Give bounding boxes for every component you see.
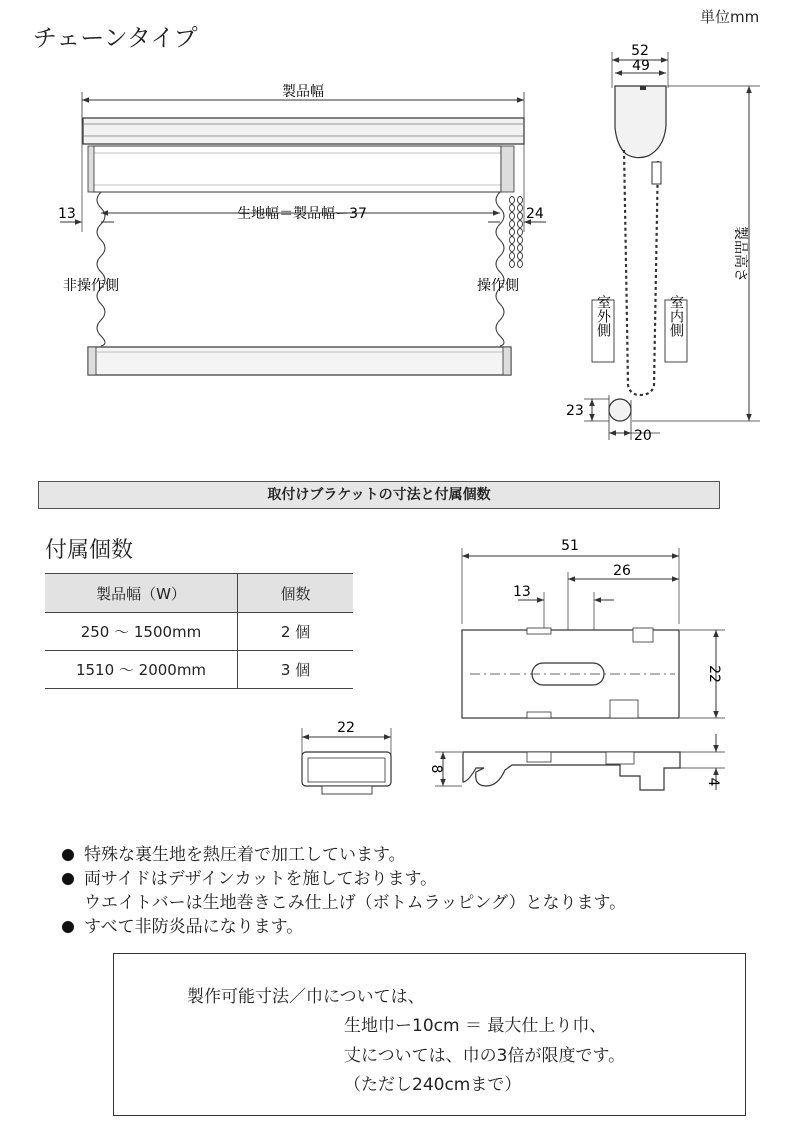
bracket-right-label: 26 xyxy=(613,563,631,579)
note-item xyxy=(62,840,406,865)
bottom-bar xyxy=(88,347,511,375)
non-operation-side-label: 非操作側 xyxy=(63,278,119,294)
table-cell: 3 個 xyxy=(238,651,354,689)
note-box-line-2: 生地巾ー10cm ＝ 最大仕上り巾、 xyxy=(344,1016,607,1036)
column-header-count: 個数 xyxy=(238,574,354,613)
chain-type-diagram xyxy=(0,0,800,470)
bullet-icon xyxy=(62,873,74,885)
accessory-heading: 付属個数 xyxy=(45,538,134,563)
fabric-edge-left xyxy=(97,192,105,346)
side-head-box xyxy=(615,86,666,158)
fabric-edge-right xyxy=(496,192,504,346)
bracket-hook-label: 4 xyxy=(705,777,721,787)
bullet-icon xyxy=(62,921,74,933)
indoor-side-label: 室内側 xyxy=(668,295,684,337)
right-offset-label: 24 xyxy=(526,206,544,222)
table-cell: 2 個 xyxy=(238,613,354,651)
product-width-label: 製品幅 xyxy=(282,84,324,100)
end-cap-left xyxy=(88,146,94,192)
note-text: すべて非防炎品になります。 xyxy=(84,917,304,937)
operation-side-label: 操作側 xyxy=(477,278,519,294)
clutch xyxy=(501,146,514,192)
side-chain xyxy=(624,150,658,395)
note-item xyxy=(62,912,303,937)
product-height-label: 製品高さ xyxy=(732,226,748,282)
bracket-total-label: 51 xyxy=(561,538,579,554)
side-bottom-roll xyxy=(609,399,631,421)
dim-bottom-height-label: 23 xyxy=(566,403,584,419)
note-item xyxy=(62,864,437,889)
note-box-line-1: 製作可能寸法／巾については、 xyxy=(187,987,425,1007)
outdoor-side-label: 室外側 xyxy=(595,295,611,337)
column-header-width: 製品幅（W） xyxy=(45,574,238,613)
fabric-width-label: 生地幅＝製品幅ー37 xyxy=(237,206,367,222)
bracket-depth-label: 8 xyxy=(428,764,444,774)
dim-bottom-width-label: 20 xyxy=(634,428,652,444)
note-box-line-4: （ただし240cmまで） xyxy=(344,1075,522,1095)
table-cell: 1510 ～ 2000mm xyxy=(45,651,238,689)
size-note-box xyxy=(113,953,746,1116)
note-text: 両サイドはデザインカットを施しております。 xyxy=(84,869,438,889)
bracket-slot-label: 13 xyxy=(513,584,531,600)
note-box-line-3: 丈については、巾の3倍が限度です。 xyxy=(344,1046,626,1066)
bracket-side-profile xyxy=(463,752,680,790)
section-title-bar: 取付けブラケットの寸法と付属個数 xyxy=(38,481,720,509)
bracket-diagram xyxy=(0,520,800,820)
small-bracket-label: 22 xyxy=(337,720,355,736)
dim-inner-label: 49 xyxy=(632,58,650,74)
front-chain xyxy=(510,197,523,268)
dim-outer-label: 52 xyxy=(631,43,649,59)
note-text: ウエイトバーは生地巻きこみ仕上げ（ボトムラッピング）となります。 xyxy=(84,893,627,913)
bracket-height-label: 22 xyxy=(706,665,722,683)
bullet-icon xyxy=(62,849,74,861)
page-title: チェーンタイプ xyxy=(33,24,198,52)
table-cell: 250 ～ 1500mm xyxy=(45,613,238,651)
unit-label: 単位mm xyxy=(700,8,760,26)
head-rail xyxy=(83,118,524,144)
left-offset-label: 13 xyxy=(58,206,76,222)
note-item xyxy=(84,888,626,913)
note-text: 特殊な裏生地を熱圧着で加工しています。 xyxy=(84,845,406,865)
